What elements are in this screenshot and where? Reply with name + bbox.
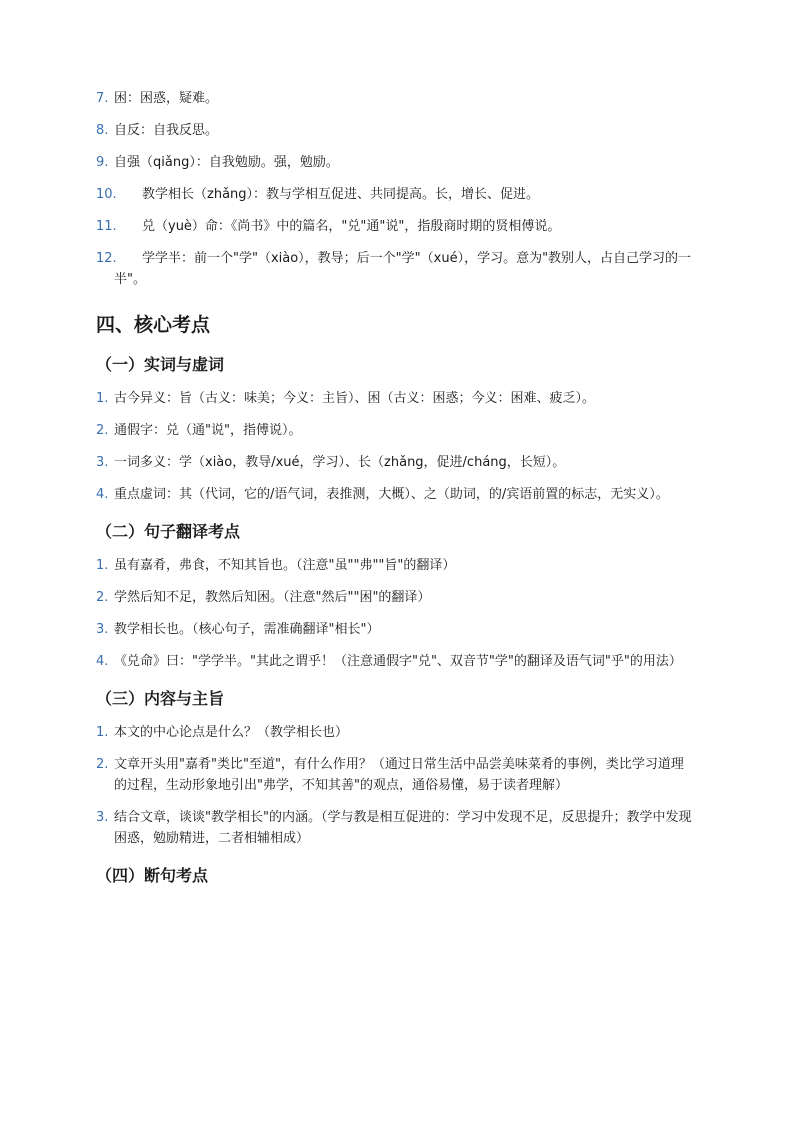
item-number: 2. (96, 590, 109, 605)
section-title: 四、核心考点 (96, 314, 211, 336)
note-item (96, 216, 696, 237)
item-text: 教学相长也。（核心句子，需准确翻译"相长"） (114, 622, 380, 637)
note-item (96, 248, 696, 290)
list-item (96, 388, 696, 409)
list-item (96, 420, 696, 441)
subsection-title: （一）实词与虚词 (96, 355, 225, 374)
subsection-list (96, 722, 696, 849)
item-number: 3. (96, 622, 109, 637)
note-item (96, 88, 696, 109)
list-item (96, 807, 696, 849)
item-text: 一词多义：学（xiào，教导/xué，学习）、长（zhǎng，促进/cháng，长短）。 (114, 455, 566, 470)
subsection-title: （二）句子翻译考点 (96, 522, 241, 541)
subsection-title: （三）内容与主旨 (96, 689, 225, 708)
note-item (96, 120, 696, 141)
document-page (96, 88, 696, 899)
note-text: 兑（yuè）命：《尚书》中的篇名，"兑"通"说"，指殷商时期的贤相傅说。 (142, 219, 561, 234)
item-text: 学然后知不足，教然后知困。（注意"然后""困"的翻译） (114, 590, 431, 605)
list-item (96, 619, 696, 640)
subsection-title: （四）断句考点 (96, 866, 209, 885)
note-number: 11. (96, 219, 117, 234)
note-number: 9. (96, 155, 109, 170)
note-item (96, 184, 696, 205)
item-number: 4. (96, 487, 109, 502)
item-text: 古今异义：旨（古义：味美；今义：主旨）、困（古义：困惑；今义：困难、疲乏）。 (114, 391, 596, 406)
item-number: 4. (96, 654, 109, 669)
item-text: 结合文章，谈谈"教学相长"的内涵。（学与教是相互促进的：学习中发现不足，反思提升；教学中发现困惑，勉励精进，二者相辅相成） (114, 810, 692, 846)
item-number: 1. (96, 558, 109, 573)
note-text: 自强（qiǎng）：自我勉励。强，勉励。 (114, 155, 339, 170)
list-item (96, 651, 696, 672)
subsection-list (96, 388, 696, 505)
item-number: 2. (96, 423, 109, 438)
note-number: 12. (96, 251, 117, 266)
item-text: 虽有嘉肴，弗食，不知其旨也。（注意"虽""弗""旨"的翻译） (114, 558, 456, 573)
notes-list (96, 88, 696, 290)
item-number: 3. (96, 810, 109, 825)
item-number: 1. (96, 725, 109, 740)
note-item (96, 152, 696, 173)
item-number: 1. (96, 391, 109, 406)
item-number: 3. (96, 455, 109, 470)
list-item (96, 555, 696, 576)
note-number: 7. (96, 91, 109, 106)
note-number: 8. (96, 123, 109, 138)
note-number: 10. (96, 187, 117, 202)
item-number: 2. (96, 757, 109, 772)
note-text: 教学相长（zhǎng）：教与学相互促进、共同提高。长，增长、促进。 (142, 187, 540, 202)
note-text: 学学半：前一个"学"（xiào），教导；后一个"学"（xué），学习。意为"教别人，占自己学习的一半"。 (114, 251, 692, 287)
list-item (96, 452, 696, 473)
list-item (96, 754, 696, 796)
list-item (96, 587, 696, 608)
list-item (96, 722, 696, 743)
note-text: 自反：自我反思。 (114, 123, 219, 138)
item-text: 本文的中心论点是什么？（教学相长也） (114, 725, 349, 740)
list-item (96, 484, 696, 505)
item-text: 文章开头用"嘉肴"类比"至道"，有什么作用？（通过日常生活中品尝美味菜肴的事例，类比学习道理的过程，生动形象地引出"弗学，不知其善"的观点，通俗易懂，易于读者理解） (114, 757, 684, 793)
subsection-list (96, 555, 696, 672)
item-text: 通假字：兑（通"说"，指傅说）。 (114, 423, 302, 438)
item-text: 《兑命》曰："学学半。"其此之谓乎！（注意通假字"兑"、双音节"学"的翻译及语气词"乎"的用法） (114, 654, 682, 669)
note-text: 困：困惑，疑难。 (114, 91, 219, 106)
item-text: 重点虚词：其（代词，它的/语气词，表推测，大概）、之（助词，的/宾语前置的标志，无实义）。 (114, 487, 669, 502)
